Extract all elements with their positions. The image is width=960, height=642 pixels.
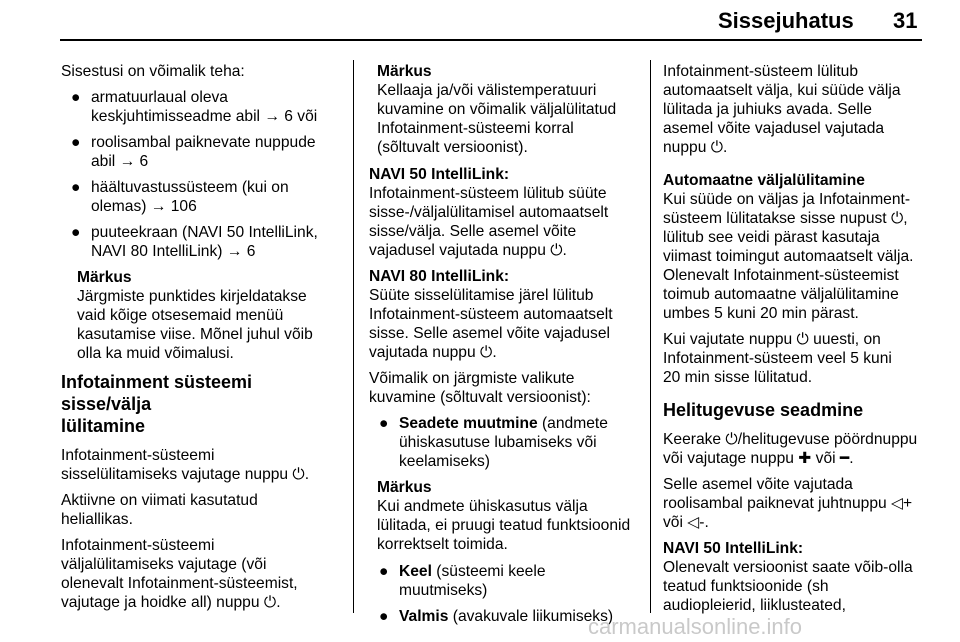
paragraph: Infotainment-süsteemi sisselülitamiseks vajutage nuppu ⏻. (61, 447, 310, 483)
column-divider-1 (353, 60, 354, 613)
list-item: ● häältuvastussüsteem (kui on olemas) → 106 (71, 179, 289, 215)
paragraph: Selle asemel võite vajutada roolisambal paiknevat juhtnuppu ◁+ või ◁-. (663, 476, 913, 531)
section-heading: Helitugevuse seadmine (663, 400, 864, 420)
column-2 (369, 62, 645, 633)
list-item: ● Valmis (avakuvale liikumiseks) (379, 608, 614, 625)
header-rule (60, 39, 922, 41)
navi80-section: NAVI 80 IntelliLink: Süüte sisselülitamise järel lülitub Infotainment-süsteem automaatselt sisse. Selle asemel võite vajadusel vajutada nuppu ⏻. (369, 268, 613, 361)
note-box: Märkus Järgmiste punktides kirjeldatakse vaid kõige otsesemaid menüü kasutamise viise. Mõnel juhul võib olla ka muid võimalusi. (77, 269, 313, 362)
paragraph: Infotainment-süsteem lülitub automaatselt välja, kui süüde välja lülitada ja juhiuks avada. Selle asemel võite vajadusel vajutada nuppu ⏻. (663, 63, 901, 156)
watermark: carmanualsonline.info (588, 614, 803, 639)
header-title: Sissejuhatus (718, 8, 854, 33)
list-item: ● armatuurlaual oleva keskjuhtimisseadme abil → 6 või (71, 89, 318, 125)
list-item: ● Seadete muutmine (andmete ühiskasutuse lubamiseks või keelamiseks) (379, 415, 608, 470)
auto-off-section: Automaatne väljalülitamine Kui süüde on väljas ja Infotainment- süsteem lülitatakse sisse nupust ⏻, lülitub see veidi pärast kasutaja viimast toimingut automaatselt välja. Olenevalt Infotainment-süsteemist toimub automaatne väljalülitamine umbes 5 kuni 20 min pärast. (663, 172, 914, 322)
column-3 (663, 62, 953, 622)
paragraph: Keerake ⏻/helitugevuse pöördnuppu või vajutage nuppu ✚ või ━. (663, 431, 918, 467)
paragraph: Võimalik on järgmiste valikute kuvamine (sõltuvalt versioonist): (369, 370, 591, 406)
page-number: 31 (893, 8, 918, 33)
intro-text: Sisestusi on võimalik teha: (61, 63, 245, 80)
navi50-section: NAVI 50 IntelliLink: Olenevalt versioonist saate võib-olla teatud funktsioonide (sh audiopleierid, liiklusteated, (663, 540, 913, 614)
column-divider-2 (650, 60, 651, 613)
note-box: Märkus Kellaaja ja/või välistemperatuuri kuvamine on võimalik väljalülitatud Infotainment-süsteemi korral (sõltuvalt versioonist). (377, 63, 617, 156)
paragraph: Kui vajutate nuppu ⏻ uuesti, on Infotainment-süsteem veel 5 kuni 20 min sisse lülitatud. (663, 331, 892, 386)
navi50-section: NAVI 50 IntelliLink: Infotainment-süsteem lülitub süüte sisse-/väljalülitamisel automaatselt sisse/välja. Selle asemel võite vajadusel vajutada nuppu ⏻. (369, 166, 609, 259)
paragraph: Infotainment-süsteemi väljalülitamiseks vajutage (või olenevalt Infotainment-süsteemist, vajutage ja hoidke all) nuppu ⏻. (61, 537, 298, 611)
note-box: Märkus Kui andmete ühiskasutus välja lülitada, ei pruugi teatud funktsioonid korrektselt toimida. (377, 479, 631, 553)
list-item: ● roolisambal paiknevate nuppude abil → 6 (71, 134, 316, 170)
column-1 (61, 62, 347, 619)
list-item: ● Keel (süsteemi keele muutmiseks) (379, 563, 546, 599)
list-item: ● puuteekraan (NAVI 50 IntelliLink, NAVI 80 IntelliLink) → 6 (71, 224, 318, 260)
paragraph: Aktiivne on viimati kasutatud heliallikas. (61, 492, 258, 528)
section-heading: Infotainment süsteemi sisse/välja lülitamine (61, 372, 253, 436)
